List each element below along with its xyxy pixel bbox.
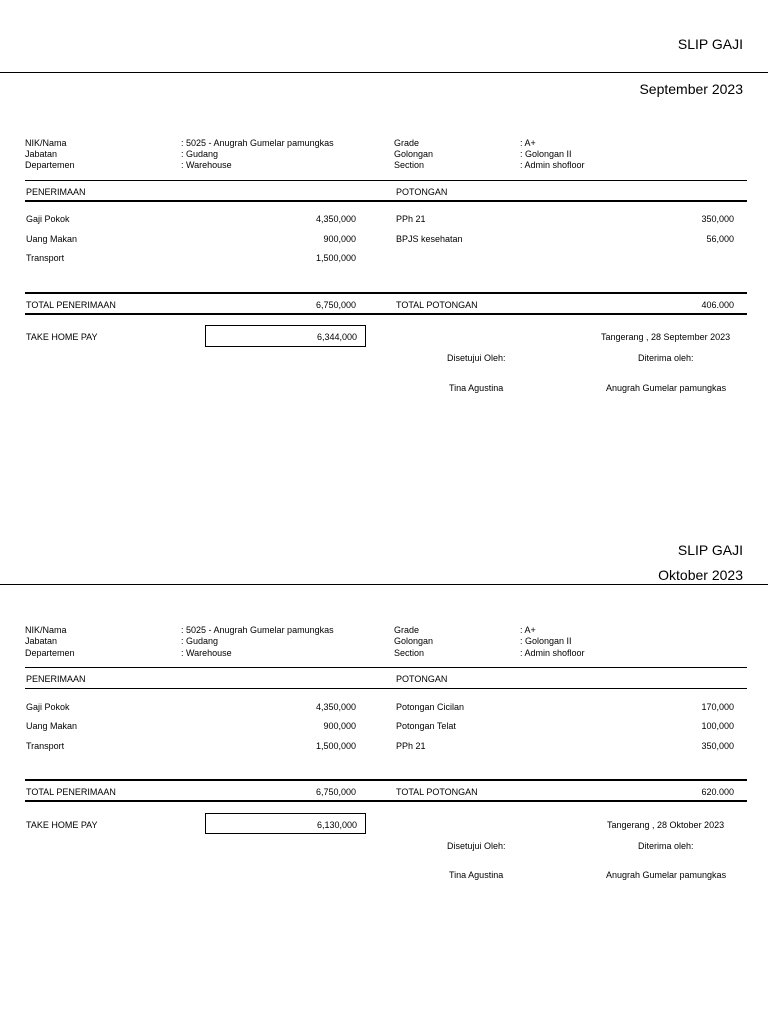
jabatan-value: : Gudang bbox=[181, 636, 219, 646]
penerimaan-header: PENERIMAAN bbox=[26, 674, 86, 684]
divider bbox=[25, 180, 747, 181]
earning-value: 900,000 bbox=[323, 234, 356, 244]
total-potongan-label: TOTAL POTONGAN bbox=[396, 300, 478, 310]
receiver-name: Anugrah Gumelar pamungkas bbox=[606, 870, 727, 880]
total-potongan-value: 406.000 bbox=[701, 300, 734, 310]
jabatan-label: Jabatan bbox=[25, 149, 58, 159]
golongan-label: Golongan bbox=[394, 636, 434, 646]
total-potongan-value: 620.000 bbox=[701, 787, 734, 797]
total-penerimaan-label: TOTAL PENERIMAAN bbox=[26, 300, 116, 310]
nik-value: : 5025 - Anugrah Gumelar pamungkas bbox=[181, 625, 334, 635]
take-home-pay-label: TAKE HOME PAY bbox=[26, 332, 98, 342]
earning-value: 4,350,000 bbox=[315, 702, 356, 712]
approved-by-label: Disetujui Oleh: bbox=[447, 353, 506, 363]
approver-name: Tina Agustina bbox=[449, 870, 504, 880]
divider bbox=[25, 667, 747, 668]
departemen-label: Departemen bbox=[25, 160, 75, 170]
nik-label: NIK/Nama bbox=[25, 138, 67, 148]
grade-value: : A+ bbox=[520, 625, 536, 635]
slip-title: SLIP GAJI bbox=[677, 542, 743, 558]
deduction-label: Potongan Cicilan bbox=[396, 702, 465, 712]
grade-label: Grade bbox=[394, 138, 420, 148]
total-penerimaan-value: 6,750,000 bbox=[315, 787, 356, 797]
deduction-value: 170,000 bbox=[701, 702, 734, 712]
grade-label: Grade bbox=[394, 625, 420, 635]
divider bbox=[25, 779, 747, 781]
earning-value: 4,350,000 bbox=[315, 214, 356, 224]
deduction-value: 100,000 bbox=[701, 721, 734, 731]
slip-title: SLIP GAJI bbox=[677, 36, 743, 52]
earning-label: Gaji Pokok bbox=[26, 702, 70, 712]
divider bbox=[25, 688, 747, 689]
potongan-header: POTONGAN bbox=[396, 674, 448, 684]
earning-label: Transport bbox=[26, 741, 65, 751]
section-value: : Admin shofloor bbox=[520, 648, 585, 658]
take-home-pay-label: TAKE HOME PAY bbox=[26, 820, 98, 830]
place-date: Tangerang , 28 September 2023 bbox=[601, 332, 731, 342]
take-home-pay-value: 6,130,000 bbox=[316, 820, 357, 830]
approved-by-label: Disetujui Oleh: bbox=[447, 841, 506, 851]
departemen-value: : Warehouse bbox=[181, 648, 232, 658]
deduction-value: 350,000 bbox=[701, 741, 734, 751]
section-value: : Admin shofloor bbox=[520, 160, 585, 170]
jabatan-value: : Gudang bbox=[181, 149, 219, 159]
potongan-header: POTONGAN bbox=[396, 187, 448, 197]
divider bbox=[0, 72, 768, 73]
divider bbox=[25, 313, 747, 315]
earning-value: 1,500,000 bbox=[315, 741, 356, 751]
divider bbox=[25, 292, 747, 294]
take-home-pay-value: 6,344,000 bbox=[316, 332, 357, 342]
deduction-label: Potongan Telat bbox=[396, 721, 456, 731]
section-label: Section bbox=[394, 648, 425, 658]
deduction-label: BPJS kesehatan bbox=[396, 234, 463, 244]
total-penerimaan-value: 6,750,000 bbox=[315, 300, 356, 310]
departemen-value: : Warehouse bbox=[181, 160, 232, 170]
golongan-label: Golongan bbox=[394, 149, 434, 159]
departemen-label: Departemen bbox=[25, 648, 75, 658]
earning-label: Uang Makan bbox=[26, 234, 78, 244]
deduction-label: PPh 21 bbox=[396, 741, 426, 751]
golongan-value: : Golongan II bbox=[520, 636, 572, 646]
divider bbox=[0, 584, 768, 585]
nik-label: NIK/Nama bbox=[25, 625, 67, 635]
section-label: Section bbox=[394, 160, 425, 170]
received-by-label: Diterima oleh: bbox=[638, 353, 694, 363]
receiver-name: Anugrah Gumelar pamungkas bbox=[606, 383, 727, 393]
divider bbox=[25, 800, 747, 802]
received-by-label: Diterima oleh: bbox=[638, 841, 694, 851]
golongan-value: : Golongan II bbox=[520, 149, 572, 159]
total-penerimaan-label: TOTAL PENERIMAAN bbox=[26, 787, 116, 797]
jabatan-label: Jabatan bbox=[25, 636, 58, 646]
earning-label: Gaji Pokok bbox=[26, 214, 70, 224]
earning-value: 1,500,000 bbox=[315, 253, 356, 263]
divider bbox=[25, 200, 747, 202]
place-date: Tangerang , 28 Oktober 2023 bbox=[607, 820, 725, 830]
earning-value: 900,000 bbox=[323, 721, 356, 731]
earning-label: Transport bbox=[26, 253, 65, 263]
approver-name: Tina Agustina bbox=[449, 383, 504, 393]
deduction-value: 350,000 bbox=[701, 214, 734, 224]
total-potongan-label: TOTAL POTONGAN bbox=[396, 787, 478, 797]
nik-value: : 5025 - Anugrah Gumelar pamungkas bbox=[181, 138, 334, 148]
deduction-value: 56,000 bbox=[706, 234, 734, 244]
earning-label: Uang Makan bbox=[26, 721, 78, 731]
grade-value: : A+ bbox=[520, 138, 536, 148]
slip-period: Oktober 2023 bbox=[658, 567, 743, 583]
penerimaan-header: PENERIMAAN bbox=[26, 187, 86, 197]
deduction-label: PPh 21 bbox=[396, 214, 426, 224]
slip-period: September 2023 bbox=[639, 81, 743, 97]
